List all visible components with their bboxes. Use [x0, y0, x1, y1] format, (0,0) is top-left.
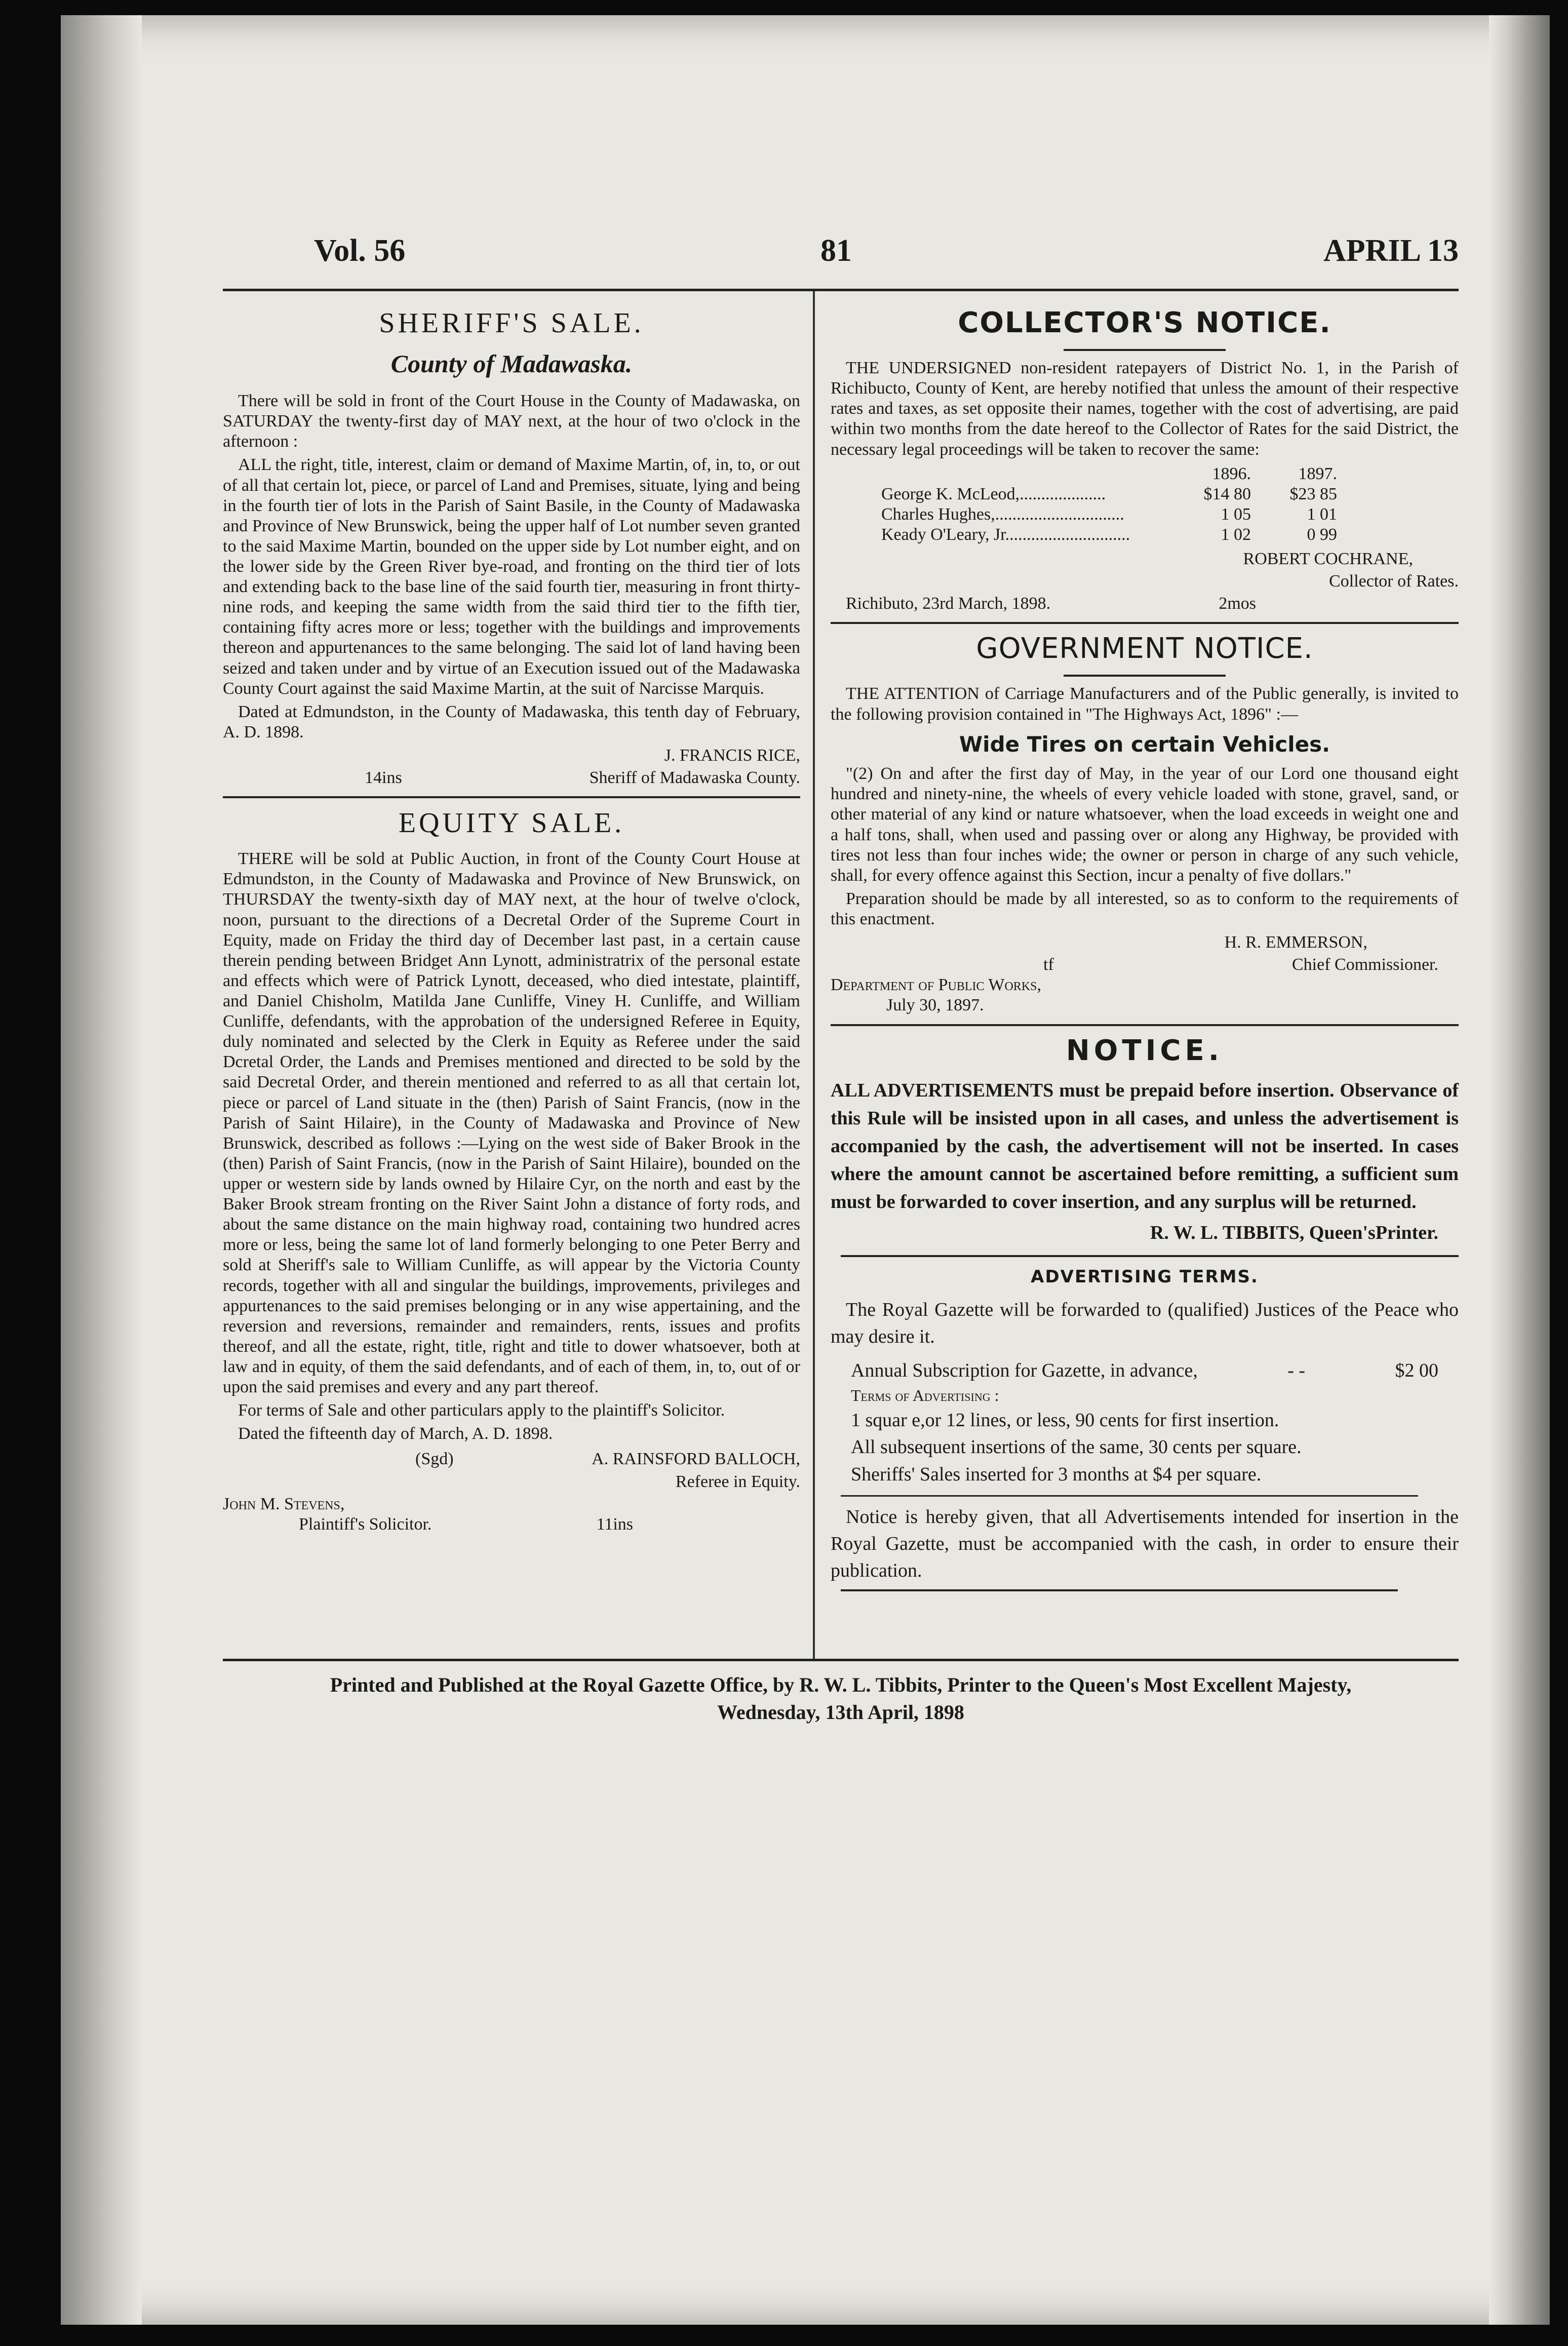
- term-2: All subsequent insertions of the same, 30 cents per square.: [851, 1436, 1302, 1458]
- table-row: Charles Hughes,.............................. 1 05 1 01: [881, 504, 1337, 524]
- section-rule: [831, 622, 1459, 624]
- sheriff-sale-title: SHERIFF'S SALE.: [379, 307, 644, 339]
- government-title: Chief Commissioner.: [1292, 955, 1438, 974]
- collectors-notice: [831, 306, 1459, 614]
- collector-insertions: 2mos: [1219, 594, 1256, 613]
- column-divider: [813, 291, 815, 1659]
- equity-solicitor-row: [223, 1514, 800, 1535]
- book-spine: [61, 15, 142, 2325]
- notice: [831, 1034, 1459, 1247]
- subscription-dashes: - -: [1287, 1360, 1306, 1382]
- equity-signer-title: Referee in Equity.: [675, 1472, 800, 1491]
- sheriff-insertions: 14ins: [365, 768, 402, 788]
- equity-body: THERE will be sold at Public Auction, in front of the County Court House at Edmundston, in the County of Madawaska and Province of New Brunswick, on THURSDAY the twenty-sixth day of MAY next, at the hour of twelve o'clock, noon, pursuant to the directions of a Decretal Order of the Supreme Court in Equity, made on Friday the third day of December last past, in a certain cause therein pending between Bridget Ann Lynott, administratrix of the personal estate and effects which were of Patrick Lynott, deceased, who died intestate, plaintiff, and Daniel Chisholm, Matilda Jane Cunliffe, Viney H. Cunliffe, and William Cunliffe, defendants, with the approbation of the undersigned Referee in Equity, duly nominated and selected by the Clerk in Equity as Referee under the said Dcretal Order, the Lands and Premises mentioned and directed to be sold by the said Decretal Order, and therein mentioned and referred to as all that certain lot, piece or parcel of Land situate in the (then) Parish of Saint Francis, (now in the Parish of Saint Hilaire), in the County of Madawaska and Province of New Brunswick, described as follows :—Lying on the west side of Baker Brook in the (then) Parish of Saint Francis, (now in the Parish of Saint Hilaire), bounded on the upper or western side by lands owned by Hilaire Cyr, on the north and east by the Baker Brook stream fronting on the River Saint John a distance of forty rods, and about the same distance on the main highway road, containing two hundred acres more or less, being the same lot of land formerly belonging to one Peter Berry and sold at Sheriff's sale to William Cunliffe, as will appear by the Victoria County records, together with all and singular the buildings, improvements, privileges and appurtenances to the said premises belonging or in any wise appertaining, and the reversion and reversions, remainder and remainders, rents, issues and profits thereof, and all the estate, right, title, right and title to dower whatsoever, both at law and in equity, of them the said defendants, and of each of them, in, to, out of or upon the said premises and every and any part thereof.: [223, 849, 800, 1397]
- equity-sign-row: [223, 1449, 800, 1469]
- government-tf: tf: [1043, 955, 1054, 974]
- footer-line-2: Wednesday, 13th April, 1898: [717, 1701, 964, 1724]
- columns: [223, 291, 1459, 1659]
- government-quote: "(2) On and after the first day of May, in the year of our Lord one thousand eight hundred and ninety-nine, the wheels of every vehicle loaded with stone, gravel, sand, or other material of any kind or nature whatsoever, when the load exceeds in weight one and a half tons, shall, when used and passing over or along any Highway, be provided with tires not less than four inches wide; the owner or person in charge of any such vehicle, shall, for every offence against this Section, incur a penalty of five dollars.": [831, 764, 1459, 885]
- collector-date-row: [831, 594, 1459, 614]
- county-heading: County of Madawaska.: [390, 349, 633, 378]
- collector-body: THE UNDERSIGNED non-resident ratepayers of District No. 1, in the Parish of Richibucto, County of Kent, are hereby notified that unless the amount of their respective rates and taxes, as set opposite their names, together with the cost of advertising, are paid within two months from the date hereof to the Collector of Rates for the said District, the necessary legal proceedings will be taken to recover the same:: [831, 359, 1459, 459]
- notice-signer: R. W. L. TIBBITS, Queen'sPrinter.: [1150, 1222, 1438, 1244]
- advertising-notice: Notice is hereby given, that all Advertisements intended for insertion in the Royal Gazette, must be accompanied with the cash, in order to ensure their publication.: [831, 1506, 1459, 1582]
- table-row: George K. McLeod,.................... $14 80 $23 85: [881, 484, 1337, 503]
- subscription-row: [831, 1357, 1459, 1384]
- notice-body: ALL ADVERTISEMENTS must be prepaid before insertion. Observance of this Rule will be insisted upon in all cases, and unless the advertisement is accompanied by the cash, the advertisement will not be inserted. In cases where the amount cannot be ascertained before remitting, a sufficient sum must be forwarded to cover insertion, and any surplus will be returned.: [831, 1079, 1459, 1213]
- sheriff-sign-row: [223, 768, 800, 788]
- issue-date: APRIL 13: [1323, 233, 1459, 268]
- advertising-terms: [831, 1265, 1459, 1591]
- page-header: [223, 233, 1459, 289]
- equity-sale-title: EQUITY SALE.: [398, 807, 625, 839]
- government-sign-row: [831, 955, 1459, 975]
- equity-terms: For terms of Sale and other particulars apply to the plaintiff's Solicitor.: [238, 1401, 725, 1420]
- government-prep: Preparation should be made by all interested, so as to conform to the requirements of this enactment.: [831, 889, 1459, 928]
- page-footer: [223, 1671, 1459, 1726]
- sheriff-sale: [223, 306, 800, 788]
- government-body: THE ATTENTION of Carriage Manufacturers and of the Public generally, is invited to the following provision contained in "The Highways Act, 1896" :—: [831, 684, 1459, 724]
- footer-rule: [223, 1659, 1459, 1661]
- section-rule: [841, 1255, 1459, 1257]
- year-1897: 1897.: [1298, 464, 1337, 483]
- terms-label: Terms of Advertising :: [851, 1386, 999, 1405]
- collector-signer: ROBERT COCHRANE,: [1243, 550, 1413, 569]
- page-edge: [1489, 15, 1550, 2325]
- title-rule: [1064, 675, 1226, 677]
- section-rule: [831, 1024, 1459, 1026]
- subscription-label: Annual Subscription for Gazette, in advance,: [851, 1360, 1198, 1382]
- rates-header: [881, 464, 1337, 484]
- title-rule: [1064, 349, 1226, 351]
- sheriff-body: ALL the right, title, interest, claim or demand of Maxime Martin, of, in, to, or out of all that certain lot, piece, or parcel of Land and Premises, situate, lying and being in the fourth tier of lots in the Parish of Saint Basile, in the County of Madawaska and Province of New Brunswick, being the upper half of Lot number seven granted to the said Maxime Martin, bounded on the upper side by Lot number eight, and on the lower side by the Green River bye-road, and fronting on the third tier of lots and extending back to the base line of the said fourth tier, measuring in front thirty-nine rods, and keeping the same width from the said third tier to the fifth tier, containing fifty acres more or less; together with the buildings and improvements thereon and appurtenances to the same belonging. The said lot of land having been seized and taken under and by virtue of an Execution issued out of the Madawaska County Court against the said Maxime Martin, at the suit of Narcisse Marquis.: [223, 455, 800, 698]
- volume-number: Vol. 56: [314, 233, 406, 268]
- right-column: [831, 301, 1459, 1591]
- sheriff-dated: Dated at Edmundston, in the County of Madawaska, this tenth day of February, A. D. 1898.: [223, 702, 800, 741]
- collector-title: Collector of Rates.: [1329, 572, 1459, 591]
- left-column: [223, 301, 800, 1535]
- year-1896: 1896.: [1212, 464, 1251, 483]
- page-background: [61, 15, 1550, 2325]
- advertising-title: ADVERTISING TERMS.: [1031, 1267, 1259, 1287]
- equity-dated: Dated the fifteenth day of March, A. D. 1898.: [238, 1424, 553, 1443]
- advertising-intro: The Royal Gazette will be forwarded to (qualified) Justices of the Peace who may desire it.: [831, 1299, 1459, 1347]
- sheriff-intro: There will be sold in front of the Court House in the County of Madawaska, on SATURDAY the twenty-first day of MAY next, at the hour of two o'clock in the afternoon :: [223, 392, 800, 451]
- government-notice-title: GOVERNMENT NOTICE.: [976, 632, 1313, 666]
- government-date: July 30, 1897.: [886, 996, 984, 1015]
- government-dept: Department of Public Works,: [831, 975, 1041, 995]
- equity-sgd: (Sgd): [415, 1450, 454, 1469]
- government-subtitle: Wide Tires on certain Vehicles.: [959, 731, 1330, 757]
- term-3: Sheriffs' Sales inserted for 3 months at $4 per square.: [851, 1463, 1262, 1485]
- section-rule: [223, 796, 800, 798]
- section-rule: [841, 1495, 1418, 1497]
- page-number: 81: [820, 233, 852, 268]
- equity-insertions: 11ins: [596, 1514, 633, 1534]
- subscription-price: $2 00: [1395, 1360, 1438, 1382]
- equity-solicitor-title: Plaintiff's Solicitor.: [299, 1514, 432, 1534]
- government-signer: H. R. EMMERSON,: [1224, 933, 1367, 952]
- notice-title: NOTICE.: [1066, 1034, 1224, 1067]
- collectors-notice-title: COLLECTOR'S NOTICE.: [958, 306, 1331, 339]
- rates-table: [881, 464, 1337, 545]
- term-1: 1 squar e,or 12 lines, or less, 90 cents for first insertion.: [851, 1410, 1279, 1431]
- equity-sale: [223, 806, 800, 1535]
- sheriff-title: Sheriff of Madawaska County.: [589, 768, 800, 788]
- sheriff-signer: J. FRANCIS RICE,: [664, 746, 800, 765]
- government-notice: [831, 632, 1459, 1015]
- equity-solicitor: John M. Stevens,: [223, 1494, 345, 1513]
- gazette-page: [223, 233, 1459, 1726]
- collector-dated: Richibuto, 23rd March, 1898.: [846, 594, 1051, 613]
- section-rule: [841, 1589, 1398, 1591]
- equity-signer: A. RAINSFORD BALLOCH,: [592, 1450, 800, 1469]
- table-row: Keady O'Leary, Jr............................. 1 02 0 99: [881, 525, 1337, 544]
- footer-line-1: Printed and Published at the Royal Gazette Office, by R. W. L. Tibbits, Printer to the Queen's Most Excellent Majesty,: [330, 1673, 1352, 1696]
